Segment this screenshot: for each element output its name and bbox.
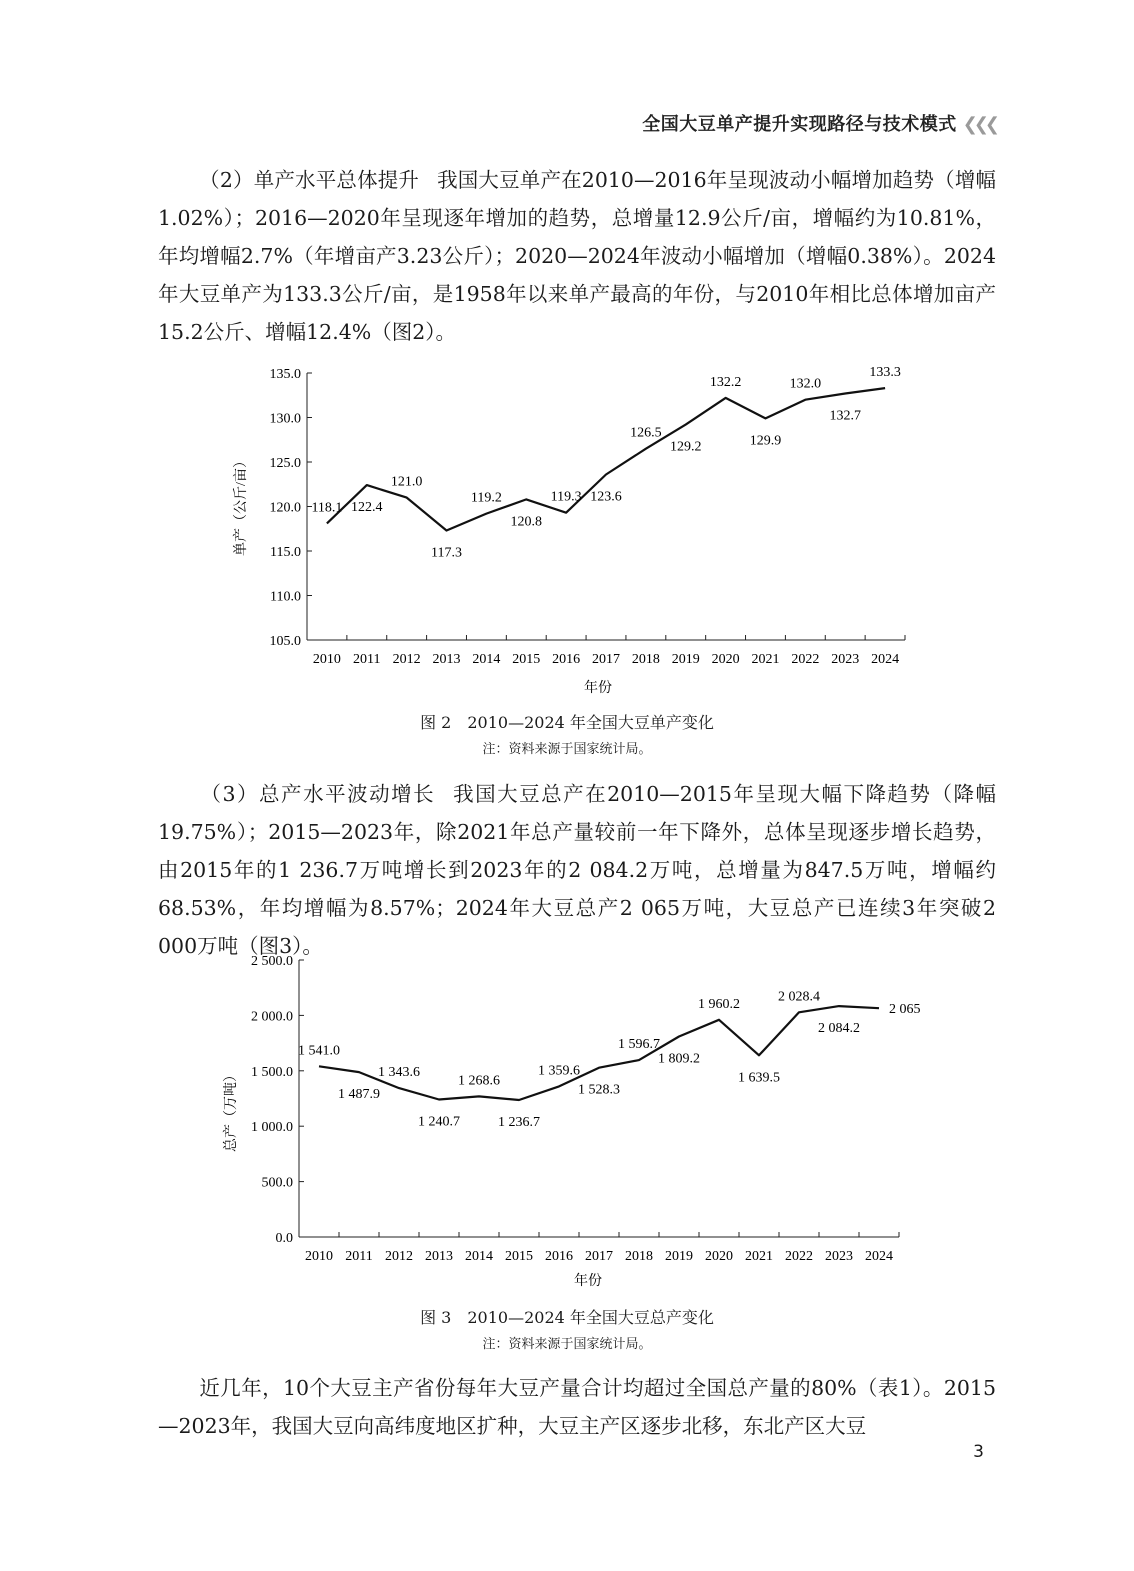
chart-unit-yield-labels (270, 365, 901, 667)
x-tick-label: 2014 (465, 1249, 493, 1264)
x-tick-label: 2013 (425, 1249, 453, 1264)
x-tick-label: 2024 (871, 652, 900, 667)
x-tick-label: 2022 (791, 652, 820, 667)
x-tick-label: 2013 (432, 652, 461, 667)
y-tick-label: 135.0 (269, 367, 301, 382)
x-tick-label: 2023 (825, 1249, 853, 1264)
data-label: 121.0 (390, 474, 423, 490)
chart-total-output-ylabel: 总产（万吨） (224, 1068, 239, 1152)
data-label: 1 359.6 (538, 1063, 580, 1079)
chevron-left-icon: ❮❮❮ (962, 114, 996, 135)
data-label: 132.2 (709, 374, 742, 390)
x-tick-label: 2015 (505, 1249, 533, 1264)
y-tick-label: 2 000.0 (251, 1009, 293, 1025)
x-tick-label: 2018 (631, 652, 660, 667)
x-tick-label: 2017 (592, 652, 620, 667)
paragraph-yield-lead: （2）单产水平总体提升 (199, 168, 420, 192)
y-tick-label: 115.0 (270, 545, 301, 560)
data-label: 1 639.5 (738, 1070, 780, 1086)
x-tick-label: 2019 (671, 652, 700, 667)
figure-3-caption: 图 3 2010—2024 年全国大豆总产变化 (420, 1308, 714, 1327)
chart-total-output-labels (251, 954, 921, 1264)
x-tick-label: 2020 (705, 1249, 733, 1264)
y-tick-label: 125.0 (269, 456, 301, 471)
x-tick-label: 2019 (665, 1249, 693, 1264)
y-tick-label: 130.0 (269, 411, 301, 427)
data-label: 129.2 (669, 439, 702, 455)
paragraph-total (158, 775, 996, 965)
x-tick-label: 2012 (385, 1249, 413, 1264)
data-label: 119.2 (470, 490, 502, 506)
y-tick-label: 110.0 (270, 589, 301, 605)
data-label: 1 268.6 (458, 1073, 500, 1089)
paragraph-yield (158, 161, 996, 351)
x-tick-label: 2023 (831, 652, 860, 667)
data-label: 122.4 (351, 500, 383, 516)
x-tick-label: 2010 (312, 652, 341, 667)
running-head (642, 110, 996, 136)
data-label: 2 065 (889, 1002, 921, 1018)
paragraph-provinces (158, 1369, 996, 1445)
x-tick-label: 2021 (745, 1249, 773, 1264)
data-label: 2 028.4 (778, 989, 820, 1005)
paragraph-provinces-body: 近几年，10个大豆主产省份每年大豆产量合计均超过全国总产量的80%（表1）。2015—2023年，我国大豆向高纬度地区扩种，大豆主产区逐步北移，东北产区大豆 (158, 1376, 996, 1438)
x-tick-label: 2024 (865, 1249, 893, 1264)
data-label: 133.3 (869, 365, 901, 381)
y-tick-label: 120.0 (269, 500, 301, 516)
data-label: 1 487.9 (338, 1087, 380, 1103)
data-label: 1 541.0 (298, 1043, 340, 1059)
data-label: 1 236.7 (498, 1114, 540, 1130)
data-label: 119.3 (550, 489, 582, 505)
data-label: 132.0 (789, 376, 822, 392)
data-label: 129.9 (749, 433, 782, 449)
running-title: 全国大豆单产提升实现路径与技术模式 (642, 114, 957, 135)
data-label: 118.1 (311, 500, 343, 516)
data-label: 1 528.3 (578, 1082, 620, 1098)
data-label: 1 240.7 (418, 1114, 460, 1130)
x-tick-label: 2014 (472, 652, 501, 667)
paragraph-total-lead: （3）总产水平波动增长 (199, 782, 436, 806)
data-label: 1 343.6 (378, 1065, 420, 1081)
paragraph-yield-body: 我国大豆单产在2010—2016年呈现波动小幅增加趋势（增幅1.02%）；2016—2020年呈现逐年增加的趋势，总增量12.9公斤/亩，增幅约为10.81%，年均增幅2.7%（年增亩产3.23公斤）；2020—2024年波动小幅增加（增幅0.38%）。2024年大豆单产为133.3公斤/亩，是1958年以来单产最高的年份，与2010年相比总体增加亩产15.2公斤、增幅12.4%（图2）。 (158, 168, 997, 344)
data-label: 1 809.2 (658, 1051, 700, 1067)
figure-2-caption: 图 2 2010—2024 年全国大豆单产变化 (420, 713, 714, 732)
page-number: 3 (973, 1442, 984, 1462)
chart-unit-yield-ylabel: 单产（公斤/亩） (234, 454, 249, 556)
data-label: 1 596.7 (618, 1037, 660, 1053)
x-tick-label: 2010 (305, 1249, 333, 1264)
x-tick-label: 2011 (353, 652, 381, 667)
data-label: 117.3 (431, 545, 463, 561)
chart-unit-yield (0, 340, 1134, 700)
y-tick-label: 500.0 (261, 1175, 293, 1191)
x-tick-label: 2017 (585, 1249, 613, 1264)
data-label: 132.7 (829, 408, 861, 424)
data-label: 1 960.2 (698, 996, 740, 1012)
chart-total-output-xlabel: 年份 (574, 1274, 602, 1289)
series-line (327, 388, 885, 530)
figure-3-note: 注：资料来源于国家统计局。 (482, 1337, 652, 1352)
x-tick-label: 2020 (711, 652, 740, 667)
x-tick-label: 2016 (545, 1249, 573, 1264)
y-tick-label: 0.0 (275, 1231, 293, 1246)
x-tick-label: 2011 (345, 1249, 373, 1264)
data-label: 120.8 (510, 514, 543, 530)
x-tick-label: 2012 (392, 652, 421, 667)
y-tick-label: 1 000.0 (251, 1120, 293, 1136)
x-tick-label: 2016 (552, 652, 581, 667)
data-label: 123.6 (590, 489, 622, 505)
x-tick-label: 2015 (512, 652, 541, 667)
x-tick-label: 2021 (751, 652, 780, 667)
data-label: 2 084.2 (818, 1021, 860, 1037)
y-tick-label: 1 500.0 (251, 1064, 293, 1080)
chart-unit-yield-axes (307, 373, 905, 640)
x-tick-label: 2018 (625, 1249, 653, 1264)
data-label: 126.5 (630, 425, 662, 441)
y-tick-label: 105.0 (269, 634, 301, 649)
y-tick-label: 2 500.0 (251, 954, 293, 969)
paragraph-total-body: 我国大豆总产在2010—2015年呈现大幅下降趋势（降幅19.75%）；2015—2023年，除2021年总产量较前一年下降外，总体呈现逐步增长趋势，由2015年的1 236.7万吨增长到2023年的2 084.2万吨，总增量为847.5万吨，增幅约68.53%，年均增幅为8.57%；2024年大豆总产2 065万吨，大豆总产已连续3年突破2 000万吨（图3）。 (158, 782, 997, 958)
figure-2-note: 注：资料来源于国家统计局。 (482, 742, 652, 757)
chart-unit-yield-xlabel: 年份 (584, 681, 612, 696)
chart-total-output (0, 945, 1134, 1295)
x-tick-label: 2022 (785, 1249, 813, 1264)
